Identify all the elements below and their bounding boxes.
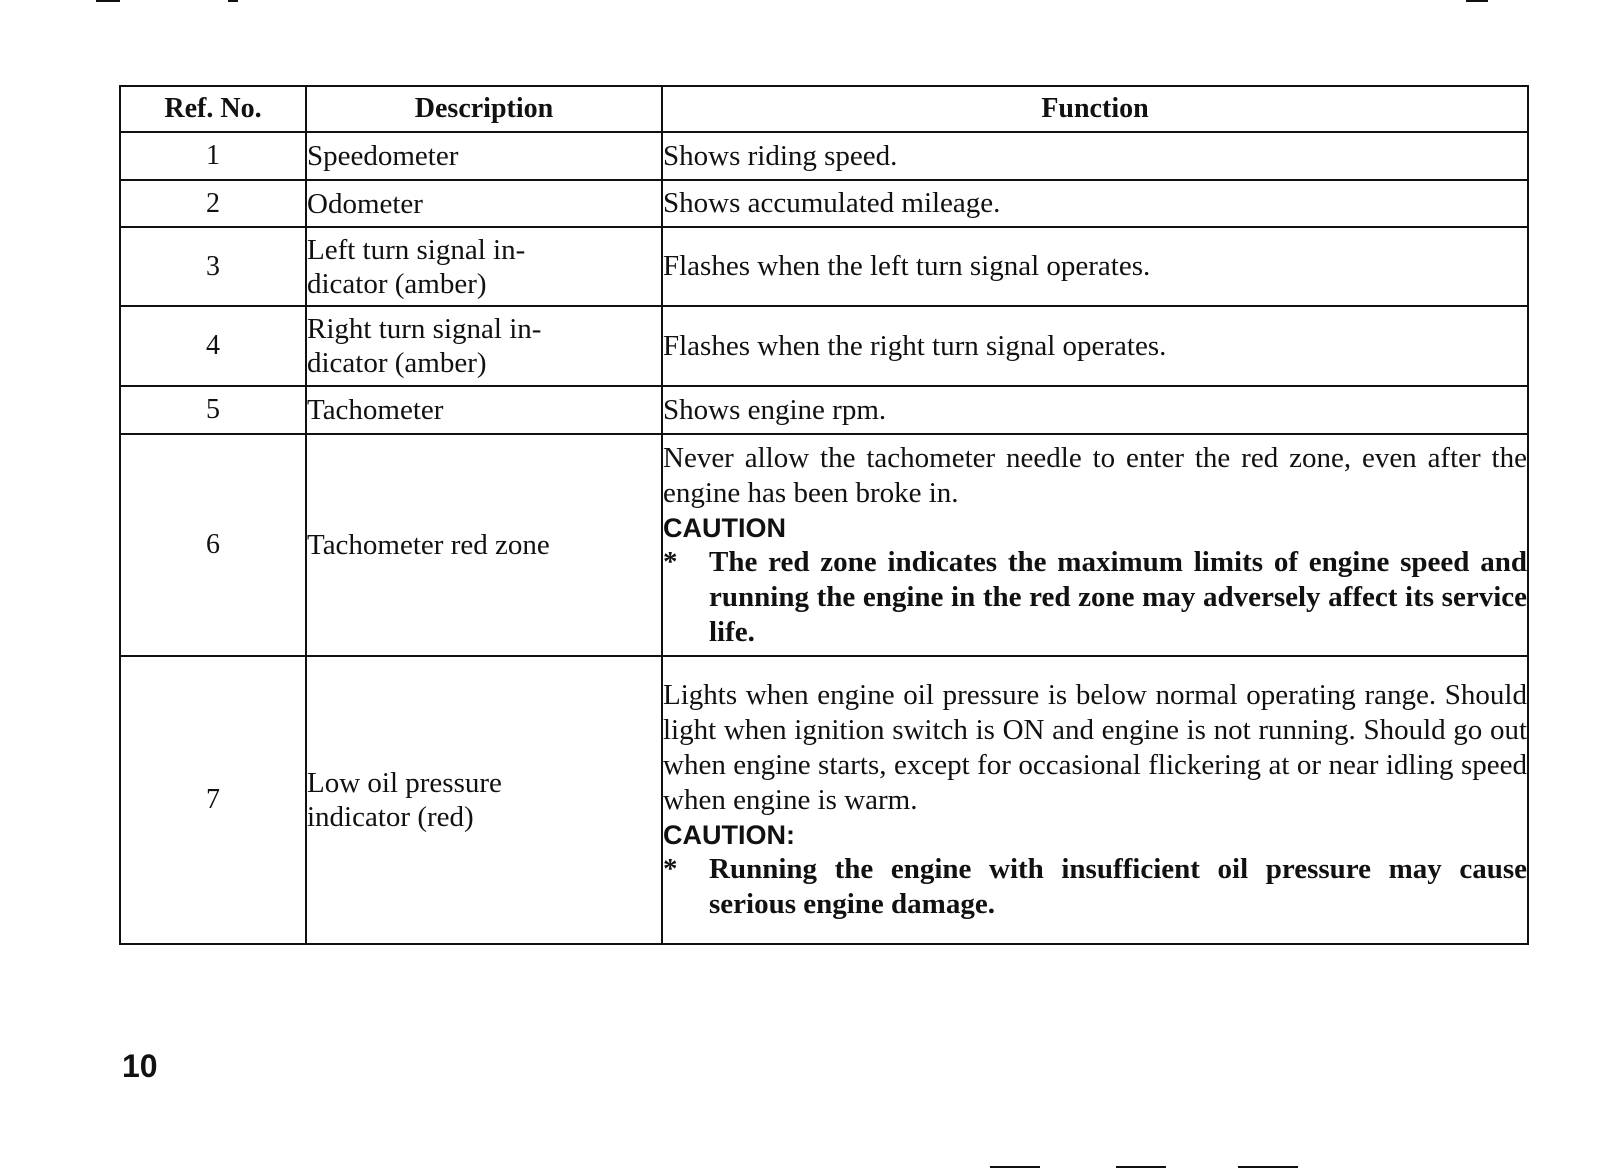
description-line: indicator (red) — [307, 801, 474, 833]
function-cell: Shows accumulated mileage. — [662, 180, 1528, 227]
function-cell: Flashes when the right turn signal operates. — [662, 306, 1528, 386]
page-number: 10 — [122, 1048, 158, 1084]
description-cell: Odometer — [306, 180, 662, 227]
function-cell — [662, 434, 1528, 656]
scan-mark — [96, 0, 120, 2]
description-cell — [306, 227, 662, 306]
bullet-star: * — [663, 853, 678, 885]
caution-title: CAUTION — [663, 512, 786, 543]
description-line: Low oil pressure — [307, 767, 502, 799]
bullet-star: * — [663, 545, 678, 578]
function-text: Never allow the tachometer needle to enter the red zone, even after the engine has been broke in. — [663, 441, 1527, 509]
instrument-reference-table — [119, 85, 1529, 945]
function-text: Lights when engine oil pressure is below normal operating range. Should light when ignition switch is ON and engine is not running. Should go out when engine starts, except for occasional flickering at or near idling speed when engine is warm. — [663, 679, 1527, 816]
table-row — [120, 656, 1528, 944]
ref-number: 1 — [120, 132, 306, 180]
description-cell: Tachometer — [306, 386, 662, 434]
description-line: dicator (amber) — [307, 267, 487, 300]
description-cell: Tachometer red zone — [306, 434, 662, 656]
ref-number: 7 — [120, 656, 306, 944]
caution-note — [663, 852, 1527, 922]
scan-mark — [228, 0, 238, 2]
caution-title: CAUTION: — [663, 820, 795, 850]
header-function: Function — [662, 86, 1528, 132]
function-cell: Flashes when the left turn signal operates. — [662, 227, 1528, 306]
description-cell: Speedometer — [306, 132, 662, 180]
ref-number: 5 — [120, 386, 306, 434]
table-row — [120, 132, 1528, 180]
description-line: dicator (amber) — [307, 347, 487, 379]
table-row — [120, 227, 1528, 306]
ref-number: 4 — [120, 306, 306, 386]
function-cell: Shows engine rpm. — [662, 386, 1528, 434]
scan-mark — [1466, 0, 1488, 2]
description-cell — [306, 656, 662, 944]
table-row — [120, 180, 1528, 227]
caution-text: Running the engine with insufficient oil pressure may cause serious engine damage. — [709, 853, 1527, 920]
table-header-row — [120, 86, 1528, 132]
function-cell — [662, 656, 1528, 944]
scan-mark — [990, 1166, 1040, 1168]
scan-mark — [1116, 1166, 1166, 1168]
ref-number: 2 — [120, 180, 306, 227]
ref-number: 6 — [120, 434, 306, 656]
caution-text: The red zone indicates the maximum limits of engine speed and running the engine in the red zone may adversely affect its service life. — [709, 545, 1527, 648]
scan-mark — [1238, 1166, 1298, 1168]
caution-note — [663, 545, 1527, 650]
description-line: Right turn signal in- — [307, 313, 542, 345]
ref-number: 3 — [120, 227, 306, 306]
table-row — [120, 306, 1528, 386]
description-cell — [306, 306, 662, 386]
table-row — [120, 386, 1528, 434]
function-cell: Shows riding speed. — [662, 132, 1528, 180]
description-line: Left turn signal in- — [307, 233, 526, 266]
header-ref-no: Ref. No. — [120, 86, 306, 132]
header-description: Description — [306, 86, 662, 132]
table-row — [120, 434, 1528, 656]
